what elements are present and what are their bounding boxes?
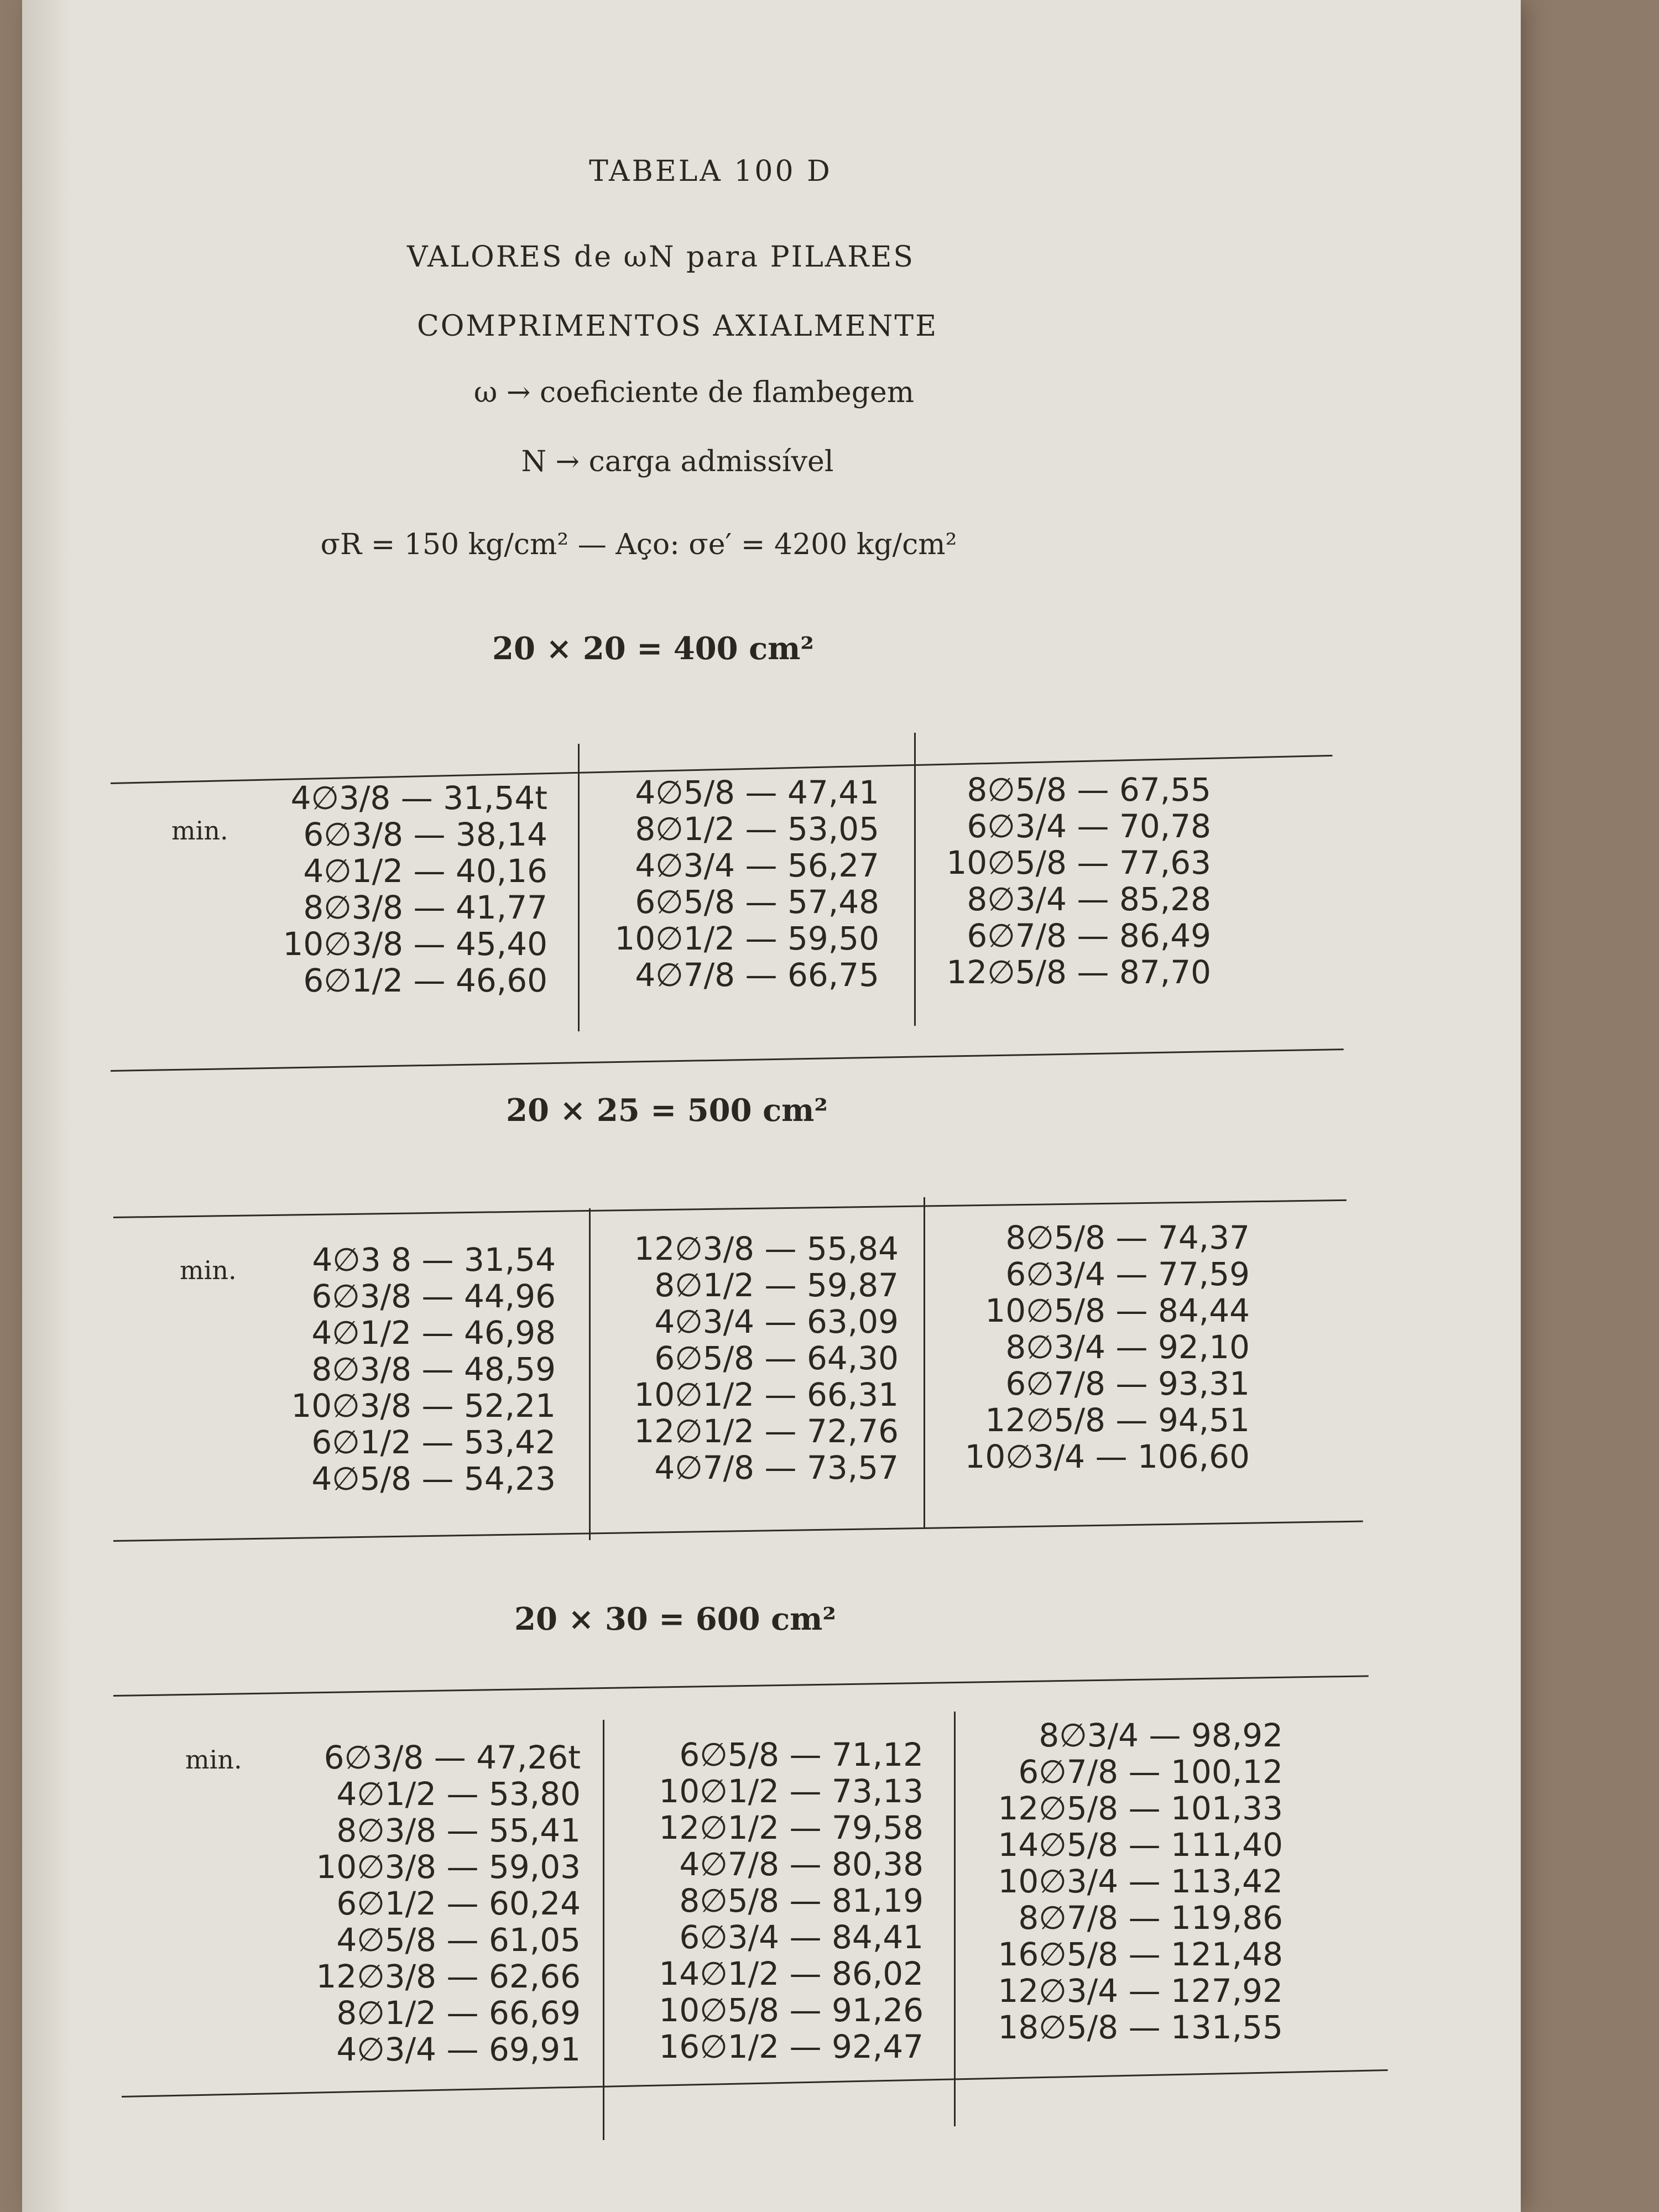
table-cell: 8∅5/8 — 74,37	[1005, 1219, 1250, 1256]
section-2-divider-2	[924, 1197, 925, 1529]
table-cell: 6∅7/8 — 86,49	[967, 917, 1211, 954]
table-cell: 12∅5/8 — 94,51	[985, 1401, 1250, 1439]
section-3-col-3	[998, 1717, 1284, 2046]
definition-n: N → carga admissível	[521, 445, 834, 478]
table-cell: 10∅1/2 — 59,50	[614, 920, 879, 957]
table-cell: 8∅5/8 — 67,55	[967, 771, 1211, 808]
table-cell: 4∅3/8 — 31,54t	[290, 779, 547, 817]
table-cell: 4∅1/2 — 53,80	[336, 1775, 581, 1813]
table-cell: 6∅1/2 — 46,60	[303, 962, 547, 999]
table-cell: 4∅7/8 — 80,38	[679, 1845, 924, 1883]
section-1-col-3	[946, 771, 1211, 990]
section-1-divider-2	[914, 733, 916, 1026]
table-cell: 10∅1/2 — 66,31	[634, 1376, 899, 1413]
table-cell: 6∅5/8 — 71,12	[679, 1736, 924, 1773]
min-label-1: min.	[171, 816, 228, 846]
book-page	[22, 0, 1521, 2212]
table-cell: 4∅5/8 — 54,23	[311, 1460, 556, 1498]
table-cell: 10∅3/4 — 113,42	[998, 1863, 1283, 1900]
table-cell: 6∅7/8 — 93,31	[1005, 1365, 1250, 1402]
table-cell: 4∅5/8 — 61,05	[336, 1921, 581, 1959]
table-cell: 10∅5/8 — 84,44	[985, 1292, 1250, 1329]
table-cell: 12∅3/8 — 62,66	[316, 1958, 581, 1995]
section-2-top-rule	[113, 1199, 1347, 1218]
section-2-col-3	[965, 1219, 1250, 1475]
section-1-divider-1	[578, 744, 580, 1031]
table-cell: 8∅3/4 — 98,92	[1039, 1717, 1283, 1754]
table-cell: 16∅1/2 — 92,47	[659, 2028, 924, 2065]
table-cell: 4∅7/8 — 73,57	[654, 1449, 899, 1486]
table-cell: 10∅3/8 — 45,40	[283, 925, 547, 963]
table-cell: 4∅3/4 — 63,09	[654, 1303, 899, 1340]
table-cell: 10∅5/8 — 91,26	[659, 1991, 924, 2029]
table-cell: 4∅1/2 — 46,98	[311, 1314, 556, 1352]
table-cell: 4∅3/4 — 56,27	[635, 847, 879, 884]
section-3-divider-2	[954, 1712, 956, 2126]
min-label-2: min.	[180, 1255, 237, 1285]
table-cell: 4∅1/2 — 40,16	[303, 852, 547, 890]
table-cell: 8∅7/8 — 119,86	[1018, 1899, 1283, 1937]
heading-line-2: COMPRIMENTOS AXIALMENTE	[416, 310, 938, 343]
table-cell: 8∅3/4 — 92,10	[1005, 1328, 1250, 1366]
section-2-divider-1	[589, 1208, 591, 1540]
section-3-col-2	[659, 1736, 924, 2065]
definition-omega: ω → coeficiente de flambegem	[473, 376, 915, 409]
table-cell: 12∅3/4 — 127,92	[998, 1972, 1283, 2010]
table-cell: 8∅3/4 — 85,28	[967, 880, 1211, 918]
section-2-col-2	[634, 1230, 899, 1486]
table-cell: 8∅1/2 — 53,05	[635, 810, 879, 848]
section-label-20x25: 20 × 25 = 500 cm²	[506, 1092, 828, 1129]
table-cell: 4∅7/8 — 66,75	[635, 956, 879, 994]
table-cell: 10∅1/2 — 73,13	[659, 1772, 924, 1810]
table-cell: 6∅5/8 — 64,30	[654, 1339, 899, 1377]
table-cell: 6∅3/4 — 70,78	[967, 807, 1211, 845]
section-3-divider-1	[603, 1720, 604, 2140]
table-cell: 12∅3/8 — 55,84	[634, 1230, 899, 1267]
table-cell: 16∅5/8 — 121,48	[998, 1936, 1283, 1973]
table-cell: 8∅1/2 — 59,87	[654, 1266, 899, 1304]
section-label-20x30: 20 × 30 = 600 cm²	[514, 1601, 836, 1637]
table-cell: 6∅1/2 — 60,24	[336, 1885, 581, 1922]
min-label-3: min.	[185, 1745, 242, 1775]
table-cell: 8∅5/8 — 81,19	[679, 1882, 924, 1919]
section-label-20x20: 20 × 20 = 400 cm²	[492, 630, 814, 667]
table-cell: 8∅3/8 — 55,41	[336, 1812, 581, 1849]
section-3-col-1	[316, 1739, 581, 2068]
table-cell: 6∅3/4 — 77,59	[1005, 1255, 1250, 1293]
table-cell: 12∅1/2 — 79,58	[659, 1809, 924, 1846]
table-cell: 8∅3/8 — 48,59	[311, 1350, 556, 1388]
table-cell: 6∅1/2 — 53,42	[311, 1423, 556, 1461]
table-cell: 12∅5/8 — 101,33	[998, 1790, 1283, 1827]
table-cell: 6∅7/8 — 100,12	[1018, 1753, 1283, 1791]
section-1-col-2	[614, 774, 879, 993]
section-2-col-1	[291, 1241, 556, 1497]
table-cell: 6∅3/8 — 38,14	[303, 816, 547, 853]
table-cell: 4∅5/8 — 47,41	[635, 774, 879, 811]
heading-line-1: VALORES de ωN para PILARES	[406, 241, 915, 274]
table-cell: 4∅3/4 — 69,91	[336, 2031, 581, 2068]
material-spec: σR = 150 kg/cm² — Aço: σe′ = 4200 kg/cm²	[320, 528, 957, 561]
table-cell: 14∅1/2 — 86,02	[659, 1955, 924, 1992]
table-cell: 6∅5/8 — 57,48	[635, 883, 879, 921]
section-1-col-1	[283, 780, 547, 999]
table-cell: 14∅5/8 — 111,40	[998, 1826, 1283, 1864]
section-3-top-rule	[113, 1675, 1369, 1697]
table-cell: 10∅3/8 — 59,03	[316, 1848, 581, 1886]
table-cell: 12∅1/2 — 72,76	[634, 1412, 899, 1450]
section-2-bottom-rule	[113, 1521, 1363, 1542]
section-3-bottom-rule	[122, 2069, 1388, 2098]
table-cell: 6∅3/8 — 44,96	[311, 1277, 556, 1315]
table-cell: 10∅3/8 — 52,21	[291, 1387, 556, 1425]
table-title: TABELA 100 D	[589, 155, 832, 188]
table-cell: 6∅3/8 — 47,26t	[324, 1739, 581, 1776]
table-cell: 18∅5/8 — 131,55	[998, 2008, 1283, 2046]
table-cell: 10∅3/4 — 106,60	[964, 1438, 1250, 1475]
table-cell: 12∅5/8 — 87,70	[946, 953, 1211, 991]
section-1-bottom-rule	[111, 1048, 1344, 1072]
table-cell: 4∅3 8 — 31,54	[312, 1241, 556, 1279]
table-cell: 8∅1/2 — 66,69	[336, 1994, 581, 2032]
table-cell: 6∅3/4 — 84,41	[679, 1918, 924, 1956]
table-cell: 8∅3/8 — 41,77	[303, 889, 547, 926]
table-cell: 10∅5/8 — 77,63	[946, 844, 1211, 881]
